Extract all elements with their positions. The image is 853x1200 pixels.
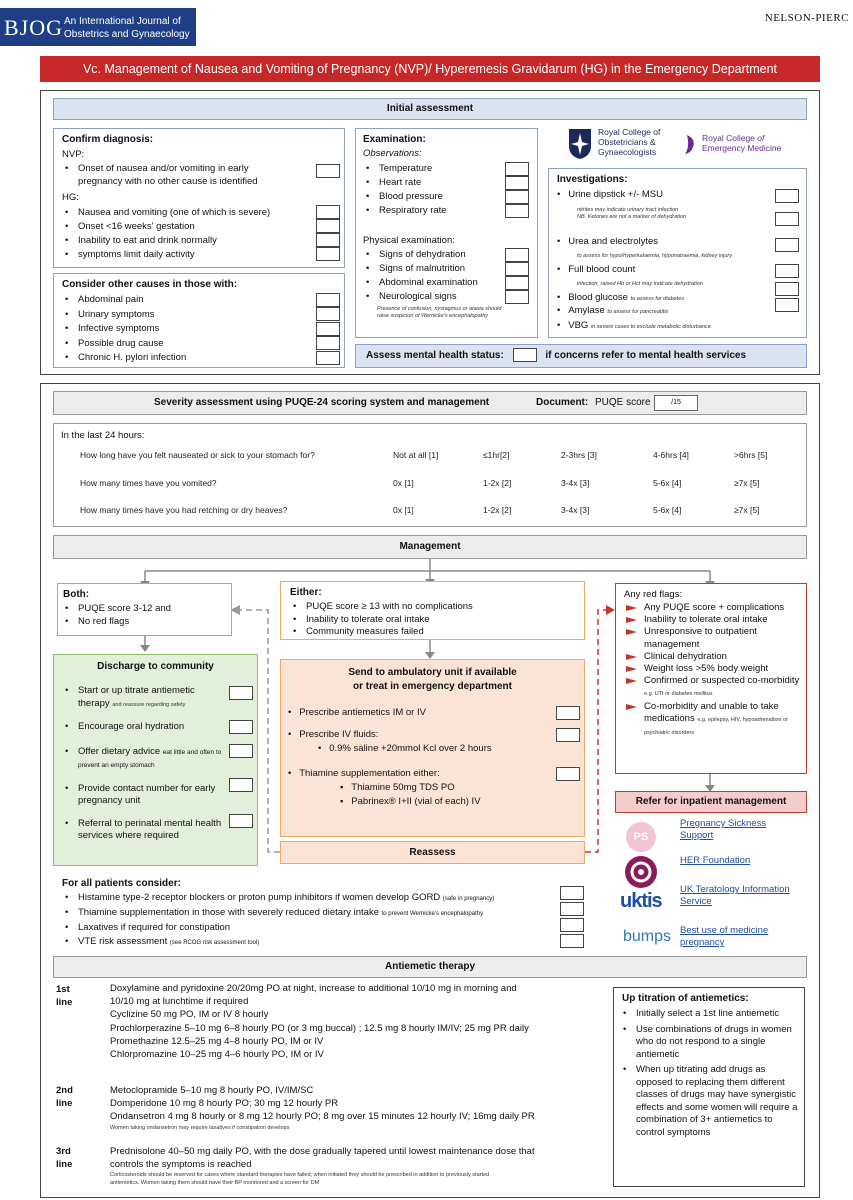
ambulatory-item: • Prescribe IV fluids: [288,729,379,740]
puqe-answer[interactable]: 5-6x [4] [653,478,682,488]
drug-line: Doxylamine and pyridoxine 20/20mg PO at night, increase to additional 10/10 mg in morning and [110,983,517,994]
puqe-answer[interactable]: 3-4x [3] [561,505,590,515]
investigation-item: • Blood glucose to assess for diabetes [557,292,685,303]
discharge-checkbox[interactable] [229,720,253,734]
red-flags-heading: Any red flags: [624,589,683,600]
all-patients-text: Histamine type-2 receptor blockers or proton pump inhibitors if women develop GORD [78,892,441,903]
observation-item: • Blood pressure [363,190,503,204]
discharge-checkbox[interactable] [229,744,253,758]
observations-label: Observations: [363,148,422,159]
puqe-answer[interactable]: Not at all [1] [393,450,439,460]
puqe-answer[interactable]: 5-6x [4] [653,505,682,515]
ps-logo-icon: PS [626,822,656,852]
investigation-note: to assess for diabetes [630,296,685,302]
physical-exam-item: • Neurological signs [363,290,503,304]
investigation-label: Full blood count [568,264,636,275]
rcog-name: Royal College of Obstetricians & Gynaecologists [598,127,661,157]
ambulatory-title-1: Send to ambulatory unit if available [348,667,517,678]
investigation-label: Blood glucose [568,292,628,303]
all-patients-heading: For all patients consider: [62,878,181,889]
red-flags-list [622,602,804,739]
ambulatory-item: • Thiamine supplementation either: [288,768,440,779]
ambulatory-subitem: ▪ Pabrinex® I+II (vial of each) IV [340,796,481,807]
investigation-note: nitrites may indicate urinary tract infection [577,207,679,213]
investigation-label: Urine dipstick +/- MSU [568,189,664,200]
all-patients-item [62,935,562,950]
puqe-intro: In the last 24 hours: [61,430,145,441]
drug-note: Women taking ondansetron may require laxatives if constipation develops [110,1124,290,1131]
running-head: NELSON-PIERC [764,12,849,24]
examination-heading: Examination: [363,134,426,145]
both-list [62,603,227,628]
all-patients-item: • Laxatives if required for constipation [62,921,562,935]
support-link[interactable] [680,925,800,949]
ambulatory-title-2: or treat in emergency department [353,681,512,692]
support-link-text[interactable]: UK Teratology Information Service [680,884,790,907]
investigation-item: • Full blood count [557,264,636,275]
investigation-note: to assess for pancreatitis [607,309,669,315]
either-item: • PUQE score ≥ 13 with no complications [290,601,580,614]
uptitration-item: • Initially select a 1st line antiemetic [620,1008,798,1021]
all-patients-list [62,891,562,950]
hg-item: • Onset <16 weeks' gestation [62,220,317,234]
ambulatory-text: Thiamine supplementation either: [299,768,440,779]
ambulatory-item: • Prescribe antiemetics IM or IV [288,707,426,718]
discharge-item: • Provide contact number for early pregnancy unit [62,783,227,808]
all-patients-checkbox[interactable] [560,934,584,948]
investigation-label: VBG [568,320,589,331]
investigation-item: • Urea and electrolytes [557,236,659,247]
hg-item: • symptoms limit daily activity [62,248,317,262]
other-cause-item: • Chronic H. pylori infection [62,351,312,366]
puqe-answer[interactable]: 1-2x [2] [483,478,512,488]
page-title: Vc. Management of Nausea and Vomiting of Pregnancy (NVP)/ Hyperemesis Gravidarum (HG) in the Emergency Department [40,56,820,82]
observation-item: • Respiratory rate [363,204,503,218]
discharge-item: • Encourage oral hydration [62,721,227,734]
support-link-text[interactable]: Best use of medicine pregnancy [680,925,769,948]
ambulatory-subitem: • 0.9% saline +20mmol Kcl over 2 hours [318,743,492,754]
discharge-item [62,746,227,773]
ambulatory-text: 0.9% saline +20mmol Kcl over 2 hours [329,743,492,754]
uptitration-item: • Use combinations of drugs in women who do not respond to a single antiemetic [620,1024,798,1062]
discharge-checkbox[interactable] [229,686,253,700]
drug-line: Cyclizine 50 mg PO, IM or IV 8 hourly [110,1009,269,1021]
support-link-text[interactable]: Pregnancy Sickness Support [680,818,767,841]
logo-subtitle-2: Obstetrics and Gynaecology [64,29,190,40]
drug-line: Promethazine 12.5–25 mg 4–8 hourly PO, IM or IV [110,1035,324,1047]
discharge-title: Discharge to community [97,661,214,672]
both-item: • No red flags [62,616,227,629]
other-causes-heading: Consider other causes in those with: [62,279,238,290]
both-item: • PUQE score 3-12 and [62,603,227,616]
line-label: 1st line [56,984,73,1008]
physical-exam-label: Physical examination: [363,235,455,246]
puqe-score-value: /15 [671,399,681,406]
red-flag-item: Weight loss >5% body weight [622,663,804,675]
puqe-answer[interactable]: 1-2x [2] [483,505,512,515]
puqe-answer[interactable]: 3-4x [3] [561,478,590,488]
mental-health-action: if concerns refer to mental health services [545,350,747,361]
discharge-checkbox[interactable] [229,778,253,792]
ambulatory-checkbox[interactable] [556,706,580,720]
puqe-answer[interactable]: ≤1hr[2] [483,450,510,460]
ambulatory-checkbox[interactable] [556,728,580,742]
ambulatory-text: Thiamine 50mg TDS PO [351,782,455,793]
drug-line: controls the symptoms is reached [110,1159,252,1171]
red-flag-text: Confirmed or suspected co-morbidity [644,675,800,687]
third-line-drugs [110,1145,610,1187]
uptitration-item: • When up titrating add drugs as opposed to replacing them different classes of drugs may have synergistic effects and some women will require a combination of 3+ antiemetics to control symptoms [620,1064,798,1139]
line-label: 3rd line [56,1146,73,1170]
second-line-drugs [110,1084,610,1133]
ambulatory-checkbox[interactable] [556,767,580,781]
line-label: 2nd line [56,1085,73,1109]
investigation-item: • Amylase to assess for pancreatitis [557,305,669,316]
physical-exam-item: • Signs of dehydration [363,248,503,262]
antiemetic-title: Antiemetic therapy [53,956,807,978]
first-line-drugs [110,982,610,1061]
red-flag-item: Inability to tolerate oral intake [622,614,804,626]
red-flag-text: Co-morbidity and unable to take medications [644,700,779,724]
red-flag-item: Unresponsive to outpatient management [622,626,804,650]
puqe-answer[interactable]: >6hrs [5] [734,450,768,460]
logo-subtitle-1: An International Journal of [64,16,181,27]
other-cause-item: • Infective symptoms [62,322,312,337]
discharge-checkbox[interactable] [229,814,253,828]
puqe-question: How long have you felt nauseated or sick to your stomach for? [80,450,315,460]
hg-label: HG: [62,192,79,203]
drug-line: 10/10 mg at lunchtime if required [110,996,249,1008]
other-cause-item: • Possible drug cause [62,337,312,352]
wernicke-note: Presence of confusion, nystagmus or ataxia should raise suspicion of Wernicke's encephalopathy [377,306,502,319]
drug-note: antiemetics. Women taking them should have their BP monitored and a screen for DM [110,1180,320,1187]
her-foundation-logo-icon [624,855,658,889]
red-flag-item [622,675,804,700]
puqe-answer[interactable]: 0x [1] [393,505,414,515]
refer-inpatient-bar: Refer for inpatient management [615,791,807,813]
puqe-answer[interactable]: ≥7x [5] [734,478,760,488]
all-patients-text: VTE risk assessment [78,936,168,947]
discharge-item: • Referral to perinatal mental health services where required [62,818,227,843]
puqe-answer[interactable]: ≥7x [5] [734,505,760,515]
support-link[interactable] [680,884,800,908]
support-link-text[interactable]: HER Foundation [680,855,751,866]
red-flag-item: Any PUQE score + complications [622,602,804,614]
support-link[interactable] [680,818,800,842]
puqe-question: How many times have you vomited? [80,478,217,488]
puqe-answer[interactable]: 4-6hrs [4] [653,450,689,460]
hg-item: • Inability to eat and drink normally [62,234,317,248]
uptitration-heading: Up titration of antiemetics: [622,993,749,1004]
observation-item: • Temperature [363,162,503,176]
all-patients-checkbox[interactable] [560,886,584,900]
either-item: • Community measures failed [290,626,580,639]
all-patients-checkbox[interactable] [560,902,584,916]
document-label: Document: [536,397,589,408]
uptitration-list [620,1008,798,1139]
investigation-label: Amylase [568,305,605,316]
all-patients-text: Thiamine supplementation in those with severely reduced dietary intake [78,907,379,918]
ambulatory-text: Prescribe IV fluids: [299,729,379,740]
rcem-name-1: Royal College [702,133,755,143]
all-patients-note: (safe in pregnancy) [442,896,495,902]
either-heading: Either: [290,587,322,598]
drug-line: Prochlorperazine 5–10 mg 6–8 hourly PO (or 3 mg buccal) ; 12.5 mg 8 hourly IM/IV; 25 mg PR daily [110,1022,529,1034]
nvp-item: • Onset of nausea and/or vomiting in early pregnancy with no other cause is identified [62,163,292,188]
puqe-answer[interactable]: 0x [1] [393,478,414,488]
red-flag-item: Clinical dehydration [622,651,804,663]
both-heading: Both: [63,589,90,600]
investigation-note: in severe cases to exclude metabolic disturbance [590,324,711,330]
discharge-note: and reassure regarding safety [112,701,186,708]
document-text: PUQE score [595,397,651,408]
investigation-note: infection, raised Hb or Hct may indicate dehydration [577,281,703,287]
ambulatory-text: Pabrinex® I+II (vial of each) IV [351,796,481,807]
drug-line: Domperidone 10 mg 8 hourly PO; 30 mg 12 hourly PR [110,1098,339,1110]
red-flag-item [622,701,804,740]
discharge-text: Offer dietary advice [78,745,161,757]
investigations-heading: Investigations: [557,174,628,185]
discharge-text: Start or up titrate antiemetic therapy [78,685,195,709]
all-patients-note: to prevent Wernicke's encephalopathy [381,911,484,917]
puqe-question: How many times have you had retching or dry heaves? [80,505,288,515]
ambulatory-text: Prescribe antiemetics IM or IV [299,707,426,718]
investigation-note: NB. Ketones are not a marker of dehydration [577,214,687,220]
other-cause-item: • Abdominal pain [62,293,312,308]
investigation-label: Urea and electrolytes [568,236,659,247]
discharge-list [62,685,227,843]
either-item: • Inability to tolerate oral intake [290,614,580,627]
support-link[interactable] [680,855,800,867]
physical-exam-item: • Signs of malnutrition [363,262,503,276]
all-patients-note: (see RCOG risk assessment tool) [169,940,260,946]
either-list [290,601,580,639]
drug-line: Chlorpromazine 10–25 mg 4–6 hourly PO, IM or IV [110,1049,324,1061]
ambulatory-subitem: ▪ Thiamine 50mg TDS PO [340,782,455,793]
logo-text: BJOG [4,15,64,40]
uktis-logo-icon: uktis [620,890,662,912]
red-flag-note: e.g. epilepsy, HIV, hypoadrenalism or psychiatric disorders [644,716,788,737]
confirm-heading: Confirm diagnosis: [62,134,154,145]
drug-line: Ondansetron 4 mg 8 hourly or 8 mg 12 hourly PO; 8 mg over 15 minutes 12 hourly IV; 16mg daily PR [110,1111,535,1123]
drug-note: Corticosteroids should be reserved for cases where standard therapies have failed; when initiated they should be prescribed in addition to previously started [110,1172,490,1179]
all-patients-item [62,906,562,921]
drug-line: Prednisolone 40–50 mg daily PO, with the dose gradually tapered until lowest maintenance dose that [110,1146,535,1157]
discharge-note: eat little and often to prevent an empty stomach [78,748,222,769]
other-cause-item: • Urinary symptoms [62,308,312,323]
observation-item: • Heart rate [363,176,503,190]
investigation-item: • VBG in severe cases to exclude metabolic disturbance [557,320,711,331]
puqe-answer[interactable]: 2-3hrs [3] [561,450,597,460]
physical-exam-item: • Abdominal examination [363,276,503,290]
rcem-name-2: Emergency Medicine [702,143,782,153]
investigation-item: • Urine dipstick +/- MSU [557,189,664,200]
rcem-name-of: of [757,133,765,143]
discharge-item [62,685,227,711]
puqe-title: Severity assessment using PUQE-24 scoring system and management [154,397,490,408]
hg-item: • Nausea and vomiting (one of which is severe) [62,206,317,220]
mental-health-label: Assess mental health status: [366,350,504,361]
reassess-bar: Reassess [280,841,585,864]
initial-assessment-title: Initial assessment [53,98,807,120]
nvp-label: NVP: [62,149,85,160]
red-flag-note: e.g. UTI or diabetes mellitus [644,691,713,698]
all-patients-checkbox[interactable] [560,918,584,932]
all-patients-item [62,891,562,906]
bumps-logo-icon: bumps [623,928,672,945]
investigation-note: to assess for hypo/hyperkalaemia, hyponatraemia, kidney injury [577,253,732,259]
management-title: Management [53,535,807,559]
drug-line: Metoclopramide 5–10 mg 8 hourly PO, IV/IM/SC [110,1085,314,1096]
